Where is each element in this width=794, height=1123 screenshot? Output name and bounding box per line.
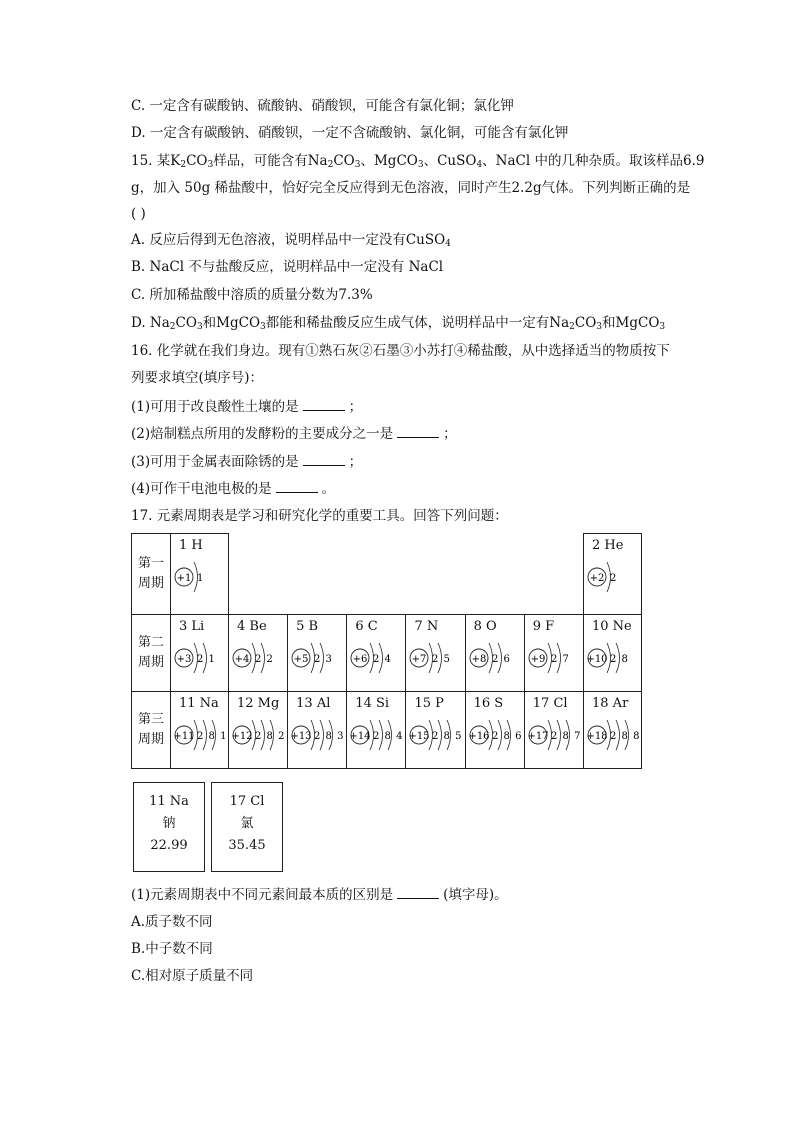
nucleus-charge: +13 xyxy=(290,731,312,742)
element-symbol: 18 Ar xyxy=(592,696,629,711)
nucleus-charge: +3 xyxy=(176,654,192,665)
element-cell xyxy=(584,692,642,769)
sub: 3 xyxy=(260,322,266,332)
sub: 3 xyxy=(417,160,424,170)
period-label-text: 周期 xyxy=(137,655,164,670)
nucleus-charge: +1 xyxy=(176,573,192,584)
electron-counts: 2 4 xyxy=(373,654,393,665)
atomic-structure-diagram xyxy=(231,637,285,679)
q16-item-text: (3)可用于金属表面除锈的是 xyxy=(131,454,299,470)
element-cell xyxy=(524,692,583,769)
electron-counts: 2 8 6 xyxy=(491,731,522,742)
option-d-text: CO xyxy=(175,315,197,331)
card-element-name: 氯 xyxy=(240,816,254,831)
nucleus-charge: +11 xyxy=(173,731,195,742)
electron-counts: 2 1 xyxy=(197,654,216,665)
electron-counts: 2 8 7 xyxy=(550,731,581,742)
option-b-text: B. NaCl 不与盐酸反应，说明样品中一定没有 NaCl xyxy=(131,259,444,275)
element-symbol: 3 Li xyxy=(179,619,205,634)
electron-counts: 2 8 xyxy=(610,654,629,665)
q16-item-text: (2)焙制糕点所用的发酵粉的主要成分之一是 xyxy=(131,426,394,442)
atomic-structure-diagram xyxy=(408,637,462,679)
element-cell xyxy=(406,692,465,769)
element-symbol: 4 Be xyxy=(237,619,267,634)
q16-item-4 xyxy=(131,480,335,498)
nucleus-charge: +2 xyxy=(589,573,605,584)
answer-blank[interactable] xyxy=(303,453,345,466)
atomic-structure-diagram xyxy=(586,714,640,756)
option-c-text: C. 所加稀盐酸中溶质的质量分数为7.3% xyxy=(131,287,373,303)
q15-text: CO xyxy=(333,153,355,169)
nucleus-charge: +9 xyxy=(530,654,546,665)
element-symbol: 7 N xyxy=(414,619,439,634)
option-d-q14 xyxy=(131,124,568,142)
element-cell xyxy=(406,615,465,692)
q17-sub-text: (1)元素周期表中不同元素间最本质的区别是 xyxy=(131,887,394,903)
nucleus-charge: +15 xyxy=(408,731,431,742)
element-symbol: 14 Si xyxy=(355,696,390,711)
electron-counts: 2 8 4 xyxy=(373,731,404,742)
q16-item-3 xyxy=(131,453,362,471)
nucleus-charge: +5 xyxy=(293,654,309,665)
q16-item-1 xyxy=(131,398,362,416)
element-symbol: 12 Mg xyxy=(237,696,280,711)
period-label-text: 第一 xyxy=(137,556,164,571)
electron-counts: 2 3 xyxy=(314,654,334,665)
element-cell xyxy=(465,692,524,769)
element-cell xyxy=(584,615,642,692)
q16-item-text: (1)可用于改良酸性土壤的是 xyxy=(131,399,299,415)
atomic-structure-diagram xyxy=(173,556,227,598)
sub: 2 xyxy=(569,322,575,332)
sub: 3 xyxy=(659,322,666,332)
q16-item-text: (4)可作干电池电极的是 xyxy=(131,481,272,497)
element-cell xyxy=(584,534,642,615)
q15-text: 、CuSO xyxy=(423,153,477,169)
element-symbol: 8 O xyxy=(473,619,497,634)
question-16-line-2 xyxy=(131,369,263,387)
element-cell xyxy=(171,615,229,692)
nucleus-charge: +7 xyxy=(412,654,427,665)
element-cell xyxy=(229,615,288,692)
q17-option-c xyxy=(131,967,253,985)
atomic-structure-diagram xyxy=(349,637,403,679)
q16-item-2 xyxy=(131,425,457,443)
element-symbol: 10 Ne xyxy=(592,619,632,634)
nucleus-charge: +10 xyxy=(586,654,608,665)
sub: 4 xyxy=(445,239,451,249)
option-text: A.质子数不同 xyxy=(131,914,213,930)
element-card-cl xyxy=(211,782,283,872)
atomic-structure-diagram xyxy=(290,714,344,756)
period-label xyxy=(132,534,171,615)
answer-blank[interactable] xyxy=(397,886,439,899)
element-symbol: 5 B xyxy=(296,619,319,634)
sub: 3 xyxy=(354,160,361,170)
element-symbol: 9 F xyxy=(532,619,555,634)
nucleus-charge: +4 xyxy=(234,654,250,665)
electron-counts: 1 xyxy=(197,573,205,584)
element-cell xyxy=(465,615,524,692)
element-symbol: 16 S xyxy=(473,696,504,711)
electron-counts: 2 5 xyxy=(432,654,452,665)
q15-text: g，加入 50g 稀盐酸中，恰好完全反应得到无色溶液，同时产生2.2g气体。下列判断正确的是 xyxy=(131,180,691,196)
option-d-text: D. Na xyxy=(131,315,170,331)
nucleus-charge: +18 xyxy=(586,731,608,742)
electron-counts: 2 6 xyxy=(491,654,511,665)
electron-counts: 2 8 1 xyxy=(197,731,227,742)
sub: 3 xyxy=(207,160,214,170)
q17-option-b xyxy=(131,940,213,958)
nucleus-charge: +6 xyxy=(352,654,368,665)
punct: ； xyxy=(348,454,363,470)
nucleus-charge: +16 xyxy=(468,731,490,742)
empty-region xyxy=(229,534,584,615)
atomic-structure-diagram xyxy=(527,714,581,756)
card-number-symbol: 17 Cl xyxy=(229,794,265,809)
sub: 3 xyxy=(596,322,603,332)
electron-counts: 2 2 xyxy=(255,654,274,665)
element-card-na xyxy=(133,782,205,872)
periodic-table xyxy=(131,533,642,769)
atomic-structure-diagram xyxy=(290,637,344,679)
element-symbol: 1 H xyxy=(179,538,203,553)
sub: 2 xyxy=(327,160,334,170)
q15-text: CO xyxy=(186,153,208,169)
element-cell xyxy=(347,615,406,692)
element-cell xyxy=(171,534,229,615)
period-label xyxy=(132,692,171,769)
electron-counts: 2 8 5 xyxy=(432,731,463,742)
electron-counts: 2 8 2 xyxy=(255,731,285,742)
atomic-structure-diagram xyxy=(173,714,227,756)
atomic-structure-diagram xyxy=(408,714,462,756)
card-number-symbol: 11 Na xyxy=(149,794,189,809)
element-cell xyxy=(347,692,406,769)
option-c-q15 xyxy=(131,286,373,304)
nucleus-charge: +8 xyxy=(471,654,486,665)
q15-text: 、MgCO xyxy=(360,153,418,169)
option-d-text: 都能和稀盐酸反应生成气体，说明样品中一定有Na xyxy=(265,315,570,331)
answer-blank[interactable] xyxy=(303,398,345,411)
electron-counts: 2 xyxy=(610,573,618,584)
option-text: B.中子数不同 xyxy=(131,941,213,957)
period-label-text: 第二 xyxy=(137,635,164,650)
period-label-text: 第三 xyxy=(137,712,164,727)
element-cell xyxy=(288,615,347,692)
period-label-text: 周期 xyxy=(137,576,164,591)
electron-counts: 2 8 8 xyxy=(610,731,640,742)
atomic-structure-diagram xyxy=(586,637,640,679)
punct: 。 xyxy=(321,481,336,497)
element-symbol: 11 Na xyxy=(179,696,219,711)
atomic-structure-diagram xyxy=(173,637,227,679)
punct: ； xyxy=(443,426,457,442)
q16-text: 16. 化学就在我们身边。现有①熟石灰②石墨③小苏打④稀盐酸，从中选择适当的物质按下 xyxy=(131,343,670,359)
q17-option-a xyxy=(131,913,213,931)
atomic-structure-diagram xyxy=(349,714,403,756)
period-label xyxy=(132,615,171,692)
nucleus-charge: +12 xyxy=(231,731,253,742)
atomic-structure-diagram xyxy=(468,637,522,679)
nucleus-charge: +14 xyxy=(349,731,371,742)
card-element-name: 钠 xyxy=(162,816,176,831)
answer-bracket: ( ) xyxy=(131,206,146,222)
element-symbol: 2 He xyxy=(592,538,624,553)
atomic-structure-diagram xyxy=(527,637,581,679)
option-d-q15 xyxy=(131,314,665,332)
sub: 4 xyxy=(476,160,483,170)
option-d-text: 和MgCO xyxy=(202,315,261,331)
element-cell xyxy=(524,615,583,692)
q17-sub-1 xyxy=(131,886,508,904)
element-symbol: 13 Al xyxy=(296,696,331,711)
element-cell xyxy=(229,692,288,769)
q17-text: 17. 元素周期表是学习和研究化学的重要工具。回答下列问题： xyxy=(131,508,508,524)
element-cell xyxy=(171,692,229,769)
sub: 3 xyxy=(196,322,203,332)
question-15-line-3 xyxy=(131,205,146,223)
atomic-structure-diagram xyxy=(468,714,522,756)
card-atomic-mass: 22.99 xyxy=(150,838,188,853)
sub: 2 xyxy=(169,322,176,332)
answer-blank[interactable] xyxy=(397,425,439,438)
option-c-q14 xyxy=(131,97,514,115)
punct: ； xyxy=(348,399,363,415)
question-15-line-2 xyxy=(131,179,690,197)
sub: 2 xyxy=(180,160,187,170)
option-a-q15 xyxy=(131,231,451,249)
option-d-text: 和MgCO xyxy=(602,315,660,331)
question-16-line-1 xyxy=(131,342,670,360)
card-atomic-mass: 35.45 xyxy=(228,838,266,853)
option-a-text: A. 反应后得到无色溶液，说明样品中一定没有CuSO xyxy=(131,232,446,248)
option-d-text: D. 一定含有碳酸钠、硝酸钡，一定不含硫酸钠、氯化铜，可能含有氯化钾 xyxy=(131,125,569,141)
element-cell xyxy=(288,692,347,769)
period-label-text: 周期 xyxy=(137,732,164,747)
element-symbol: 6 C xyxy=(355,619,378,634)
option-b-q15 xyxy=(131,258,443,276)
atomic-structure-diagram xyxy=(231,714,285,756)
electron-counts: 2 8 3 xyxy=(314,731,345,742)
element-symbol: 15 P xyxy=(414,696,444,711)
question-17 xyxy=(131,507,508,525)
question-15-line-1 xyxy=(131,152,704,170)
atomic-structure-diagram xyxy=(586,556,640,598)
option-text: C.相对原子质量不同 xyxy=(131,968,254,984)
element-symbol: 17 Cl xyxy=(532,696,568,711)
nucleus-charge: +17 xyxy=(527,731,549,742)
q16-text: 列要求填空(填序号)： xyxy=(131,370,264,386)
q15-text: 15. 某K xyxy=(131,153,181,169)
q15-text: 、NaCl 中的几种杂质。取该样品6.9 xyxy=(482,153,705,169)
option-c-text: C. 一定含有碳酸钠、硫酸钠、硝酸钡，可能含有氯化铜；氯化钾 xyxy=(131,98,514,114)
q15-text: 样品，可能含有Na xyxy=(213,153,328,169)
option-d-text: CO xyxy=(574,315,597,331)
answer-blank[interactable] xyxy=(276,480,318,493)
electron-counts: 2 7 xyxy=(550,654,570,665)
q17-sub-text: (填字母)。 xyxy=(443,887,508,903)
